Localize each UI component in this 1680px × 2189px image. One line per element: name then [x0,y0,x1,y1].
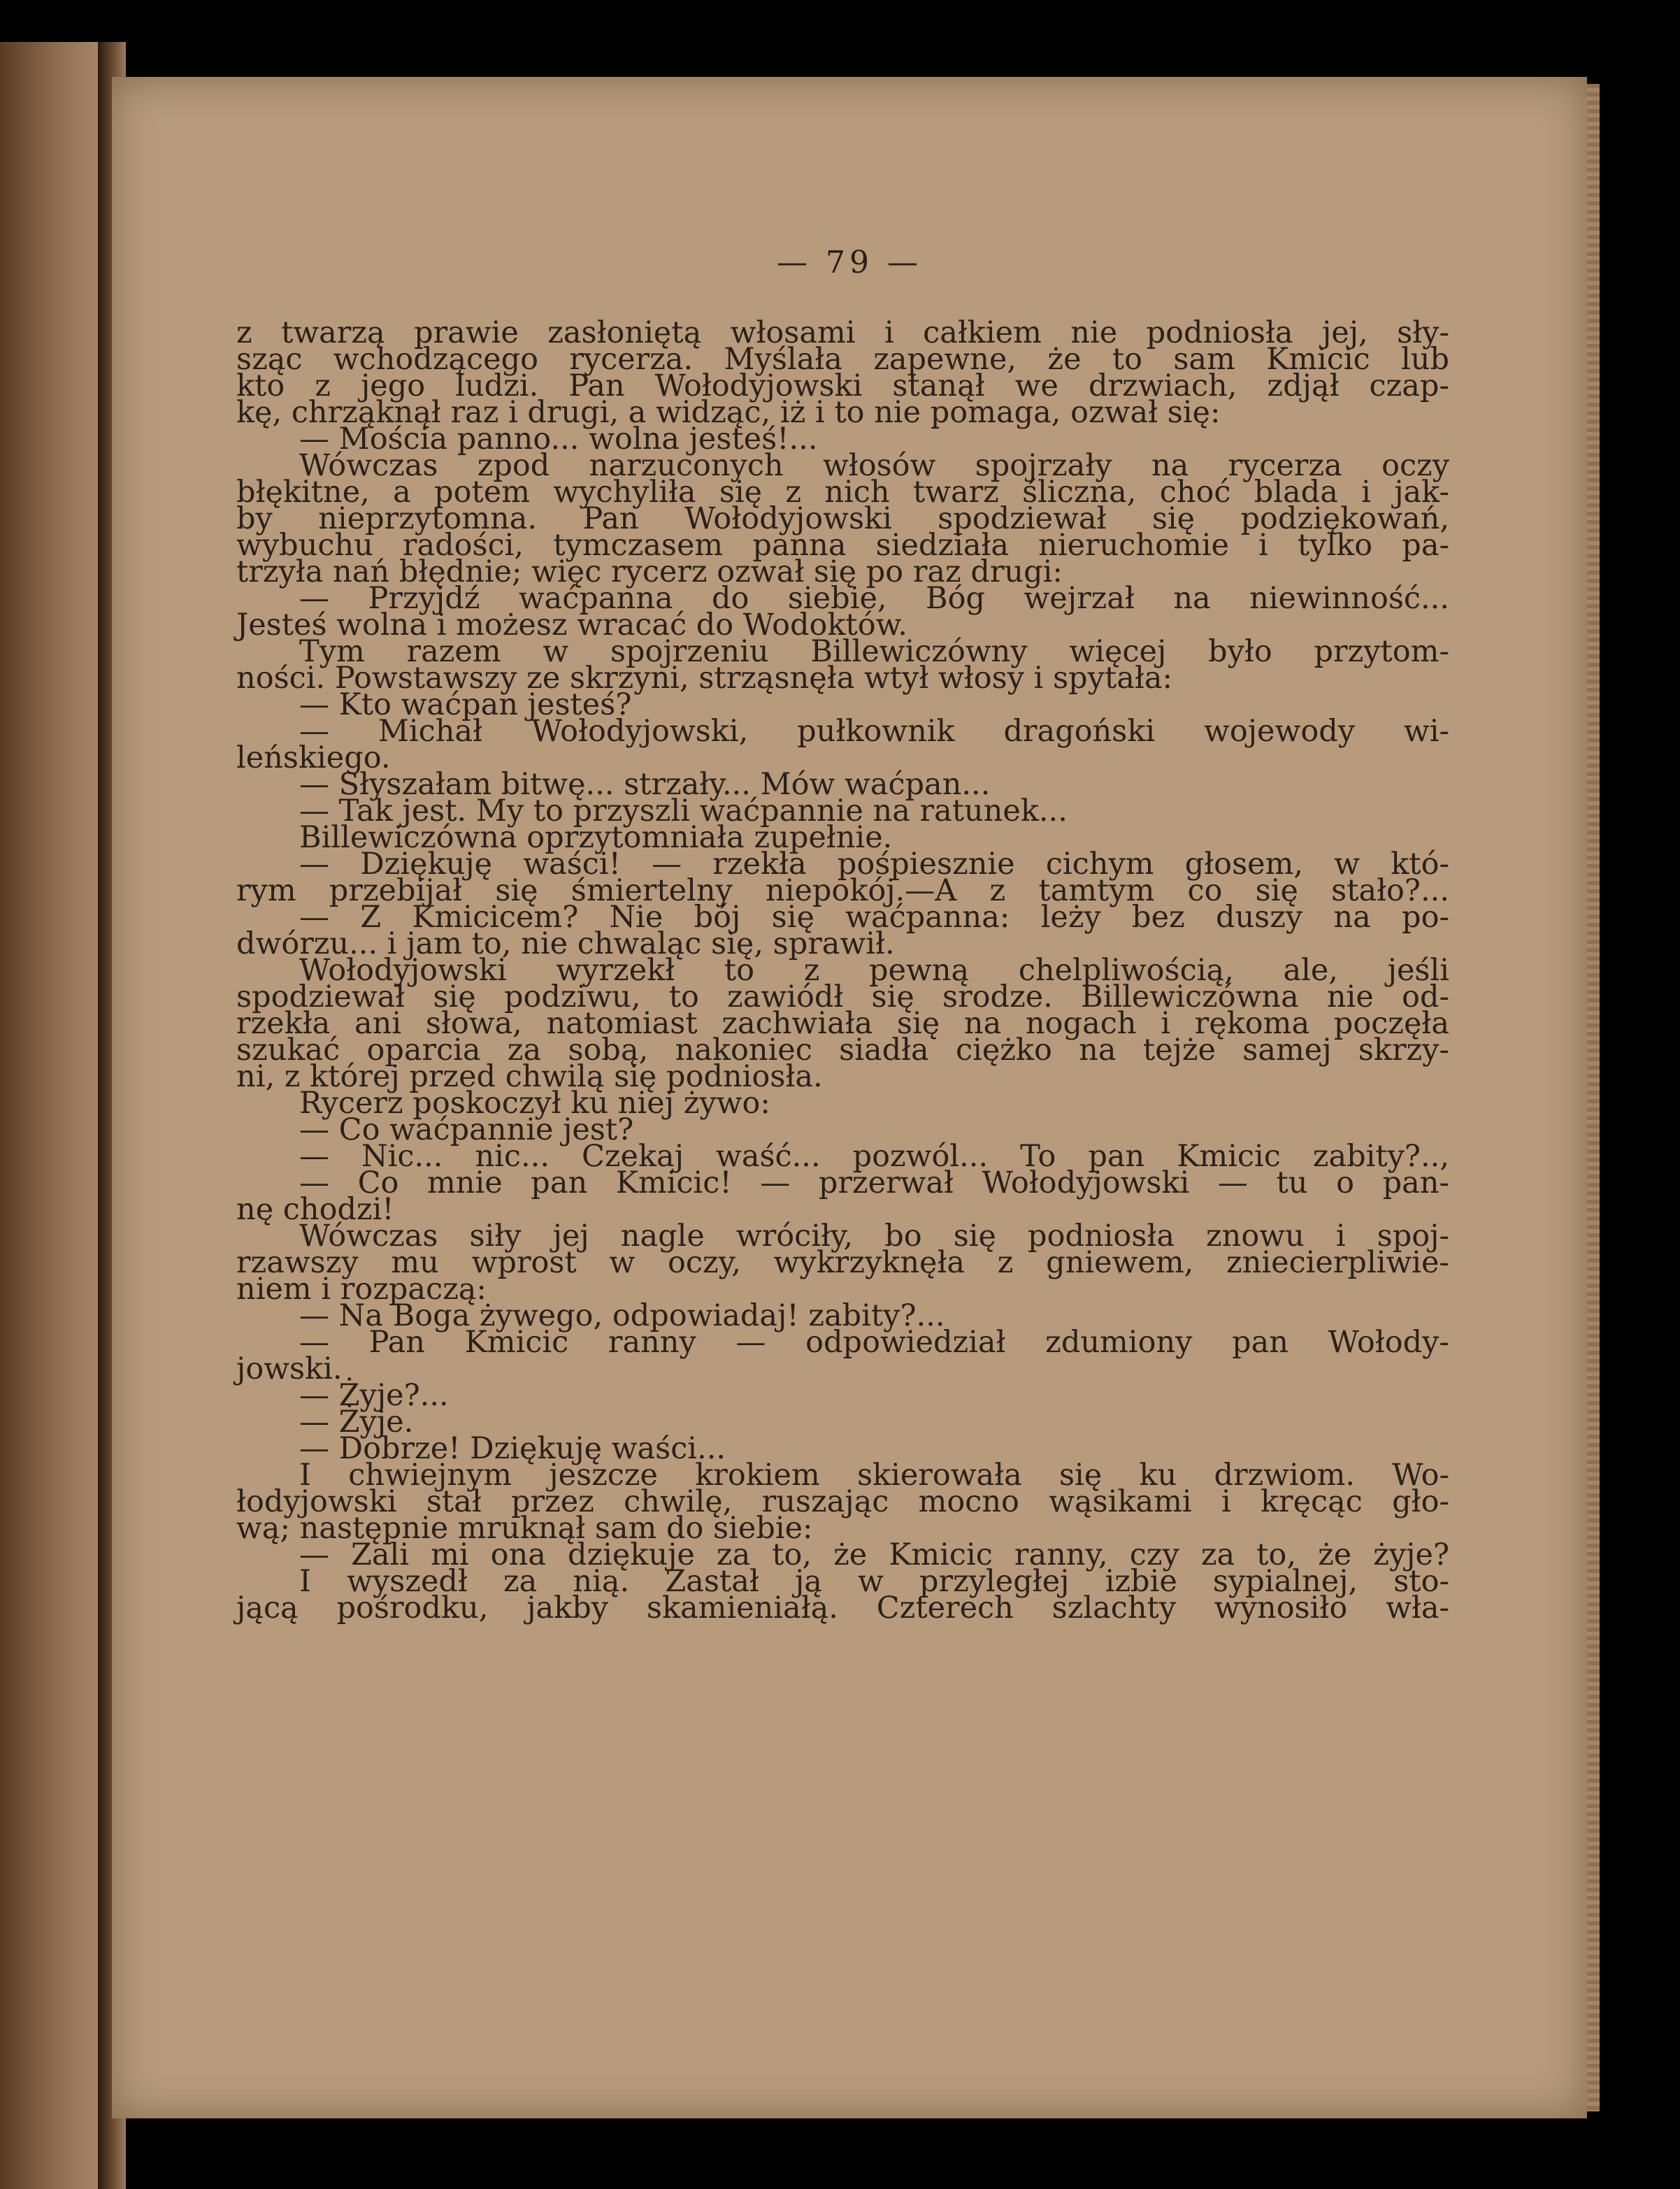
text-line: — Dziękuję waści! — rzekła pośpiesznie cichym głosem, w któ- [299,847,1449,882]
text-line: jącą pośrodku, jakby skamieniałą. Czterech szlachty wynosiło wła- [236,1591,1449,1625]
text-line: — Kto waćpan jesteś? [299,687,632,722]
text-line: błękitne, a potem wychyliła się z nich twarz śliczna, choć blada i jak- [236,475,1449,510]
text-line: spodziewał się podziwu, to zawiódł się srodze. Billewiczówna nie od- [236,979,1449,1014]
text-line: — Tak jest. My to przyszli waćpannie na ratunek... [299,794,1068,828]
text-line: wybuchu radości, tymczasem panna siedziała nieruchomie i tylko pa- [236,528,1449,563]
text-line: Billewiczówna oprzytomniała zupełnie. [299,820,893,855]
text-line: kę, chrząknął raz i drugi, a widząc, iż i to nie pomaga, ozwał się: [236,395,1221,430]
book-page [112,77,1587,2118]
text-line: rzekła ani słowa, natomiast zachwiała się na nogach i rękoma poczęła [236,1006,1449,1041]
text-line: niem i rozpaczą: [236,1272,487,1307]
text-line: trzyła nań błędnie; więc rycerz ozwał się po raz drugi: [236,554,1063,589]
text-line: Wówczas zpod narzuconych włosów spojrzały na rycerza oczy [299,448,1449,483]
text-line: rym przebijał się śmiertelny niepokój.—A z tamtym co się stało?... [236,873,1449,908]
text-line: kto z jego ludzi. Pan Wołodyjowski stanął we drzwiach, zdjął czap- [236,368,1449,403]
text-line: I chwiejnym jeszcze krokiem skierowała się ku drzwiom. Wo- [299,1458,1449,1493]
text-line: — Z Kmicicem? Nie bój się waćpanna: leży bez duszy na po- [299,900,1449,935]
text-line: I wyszedł za nią. Zastał ją w przyległej izbie sypialnej, sto- [299,1564,1449,1599]
page-stack-edge [1587,84,1600,2111]
text-line: — Michał Wołodyjowski, pułkownik dragoński wojewody wi- [299,714,1449,749]
text-line: sząc wchodzącego rycerza. Myślała zapewne, że to sam Kmicic lub [236,342,1449,377]
text-line: ności. Powstawszy ze skrzyni, strząsnęła wtył włosy i spytała: [236,661,1172,696]
page-number: — 79 — [777,245,922,280]
text-line: ni, z której przed chwilą się podniosła. [236,1059,823,1094]
text-line: — Zali mi ona dziękuje za to, że Kmicic ranny, czy za to, że żyje? [299,1537,1449,1572]
text-line: rzawszy mu wprost w oczy, wykrzyknęła z gniewem, zniecierpliwie- [236,1245,1449,1280]
text-line: Jesteś wolna i możesz wracać do Wodoktów. [236,608,907,643]
text-line: Wówczas siły jej nagle wróciły, bo się podniosła znowu i spoj- [299,1219,1449,1254]
text-line: by nieprzytomna. Pan Wołodyjowski spodziewał się podziękowań, [236,501,1449,536]
text-line: — Żyje. [299,1405,414,1440]
text-line: leńskiego. [236,740,391,775]
text-line: wą; następnie mruknął sam do siebie: [236,1511,813,1546]
text-line: z twarzą prawie zasłoniętą włosami i całkiem nie podniosła jej, sły- [236,315,1449,350]
text-line: — Przyjdź waćpanna do siebie, Bóg wejrzał na niewinność... [299,581,1449,616]
text-line: — Co mnie pan Kmicic! — przerwał Wołodyjowski — tu o pan- [299,1165,1449,1200]
text-line: jowski. [236,1351,343,1386]
text-line: — Słyszałam bitwę... strzały... Mów waćpan... [299,767,991,802]
text-line: — Nic... nic... Czekaj waść... pozwól... To pan Kmicic zabity?.., [299,1139,1449,1174]
text-line: Wołodyjowski wyrzekł to z pewną chelpliwością, ale, jeśli [299,953,1449,988]
text-line: — Żyje?... [299,1378,449,1413]
text-line: — Mościa panno... wolna jesteś!... [299,422,818,457]
text-line: Tym razem w spojrzeniu Billewiczówny więcej było przytom- [299,634,1449,669]
text-line: nę chodzi! [236,1192,394,1227]
text-line: — Co waćpannie jest? [299,1112,634,1147]
text-line: łodyjowski stał przez chwilę, ruszając mocno wąsikami i kręcąc gło- [236,1484,1449,1519]
text-line: dwórzu... i jam to, nie chwaląc się, sprawił. [236,926,895,961]
text-line: — Na Boga żywego, odpowiadaj! zabity?... [299,1298,945,1333]
text-line: Rycerz poskoczył ku niej żywo: [299,1086,770,1121]
text-line: — Pan Kmicic ranny — odpowiedział zdumiony pan Wołody- [299,1325,1449,1360]
text-line: szukać oparcia za sobą, nakoniec siadła ciężko na tejże samej skrzy- [236,1033,1449,1068]
page-text [236,315,1449,1625]
text-line: — Dobrze! Dziękuję waści... [299,1431,726,1466]
